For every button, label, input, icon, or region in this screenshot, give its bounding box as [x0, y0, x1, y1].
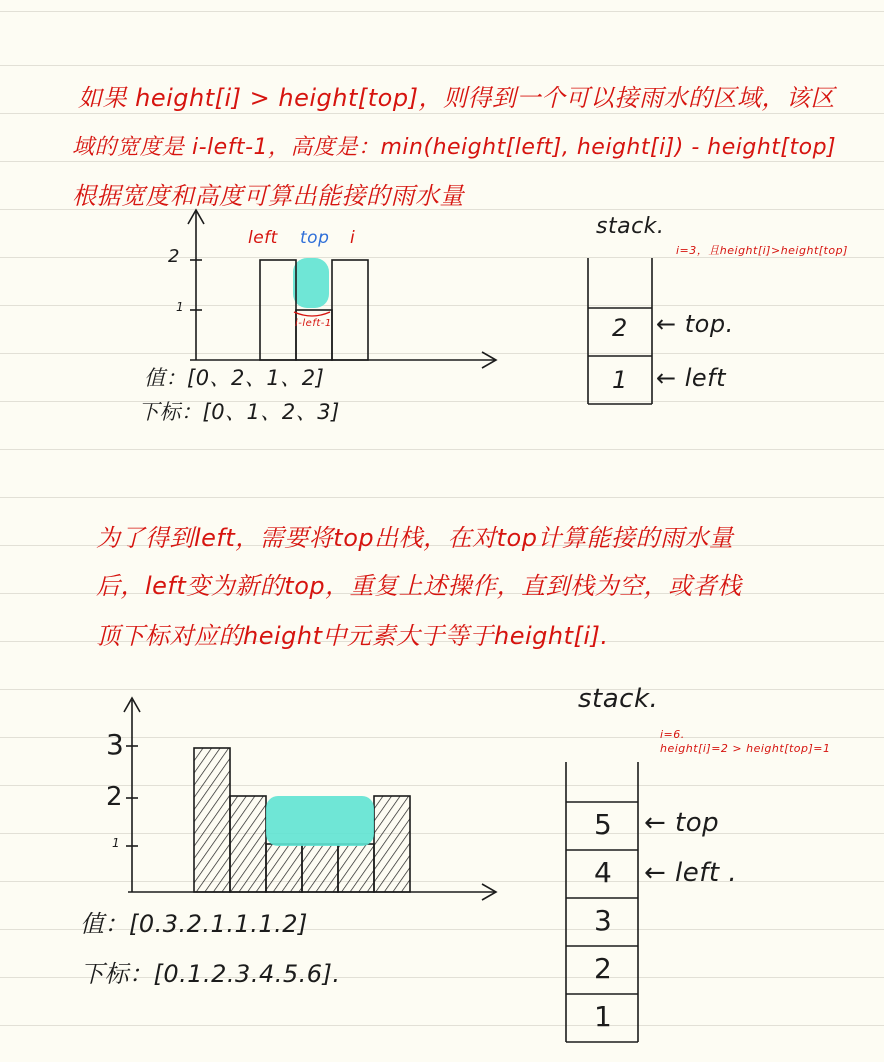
chart1-label-top: top — [300, 228, 330, 248]
section2-line-3: 顶下标对应的height中元素大于等于height[i]. — [96, 622, 609, 650]
stack2-cell-1: 1 — [594, 1000, 613, 1033]
stack2-pointer-top: ← top — [644, 808, 720, 838]
chart2-ytick-2: 2 — [106, 782, 124, 812]
stack2-title: stack. — [578, 684, 659, 714]
chart2-ytick-3: 3 — [106, 728, 125, 761]
chart2-ytick-1: 1 — [112, 836, 121, 850]
chart1-ytick-2: 2 — [168, 246, 180, 267]
section2-line-1: 为了得到left，需要将top出栈，在对top计算能接的雨水量 — [96, 524, 734, 552]
stack1-pointer-top: ← top. — [656, 310, 734, 338]
stack1-title: stack. — [596, 214, 665, 239]
stack1-note: i=3，且height[i]>height[top] — [676, 244, 848, 257]
stack1-cell-top: 2 — [612, 314, 628, 342]
chart1-index-label: 下标：[0、1、2、3] — [138, 400, 340, 424]
stack2-cell-2: 2 — [594, 952, 613, 985]
chart1-ytick-1: 1 — [176, 300, 185, 314]
stack2-cell-5: 5 — [594, 808, 613, 841]
stack2-cell-3: 3 — [594, 904, 613, 937]
chart2-values-label: 值：[0.3.2.1.1.1.2] — [80, 910, 308, 938]
stack1-pointer-left: ← left — [656, 364, 727, 392]
section2-line-2: 后，left变为新的top，重复上述操作，直到栈为空，或者栈 — [96, 572, 742, 600]
chart1-label-left: left — [248, 228, 278, 248]
stack2-note-1: i=6. — [660, 728, 685, 741]
stack1-cell-bottom: 1 — [612, 366, 628, 394]
chart1-width-label: i-left-1 — [295, 318, 332, 329]
chart1-label-i: i — [350, 228, 356, 248]
section1-line-1: 如果 height[i] > height[top]，则得到一个可以接雨水的区域，该区 — [78, 84, 835, 112]
stack2-pointer-left: ← left . — [644, 858, 738, 888]
chart2-index-label: 下标：[0.1.2.3.4.5.6]. — [80, 960, 341, 988]
stack2-note-2: height[i]=2 > height[top]=1 — [660, 742, 831, 755]
section1-line-3: 根据宽度和高度可算出能接的雨水量 — [72, 182, 464, 210]
stack2-cell-4: 4 — [594, 856, 613, 889]
chart1-values-label: 值：[0、2、1、2] — [144, 366, 325, 390]
section1-line-2: 域的宽度是 i-left-1，高度是：min(height[left], height[i]) - height[top] — [72, 135, 837, 160]
